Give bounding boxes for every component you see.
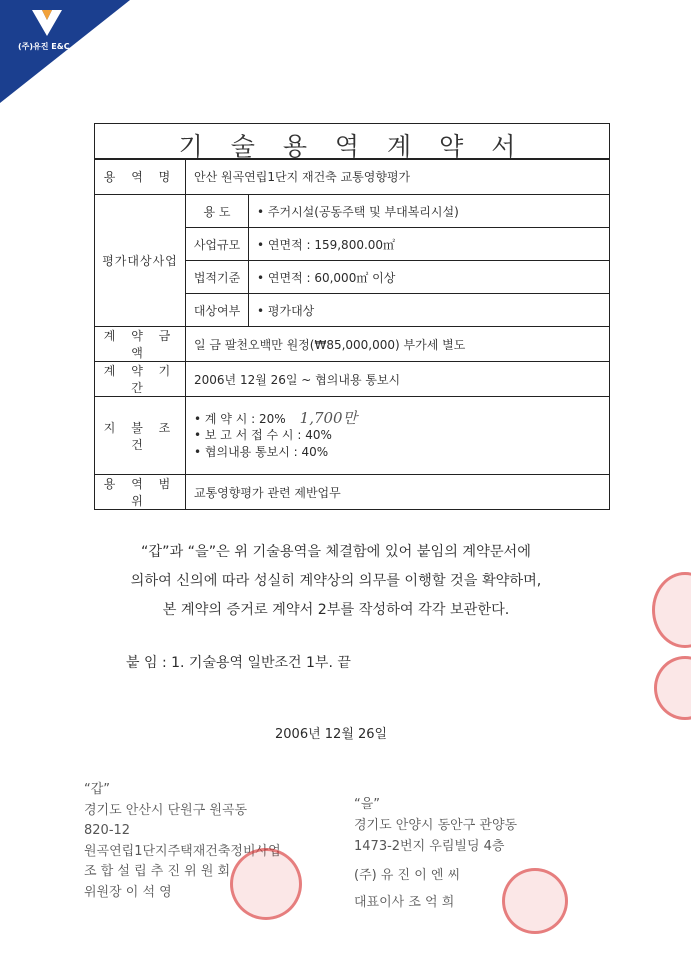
company-logo-icon bbox=[30, 8, 64, 38]
row-period bbox=[95, 362, 610, 397]
payment-line: • 협의내용 통보시 : 40% bbox=[194, 445, 329, 459]
row-amount bbox=[95, 327, 610, 362]
party-b-line: 대표이사 조 억 희 bbox=[354, 895, 455, 910]
party-b-line: (주) 유 진 이 엔 씨 bbox=[354, 868, 461, 883]
row-target-use bbox=[95, 195, 610, 228]
target-status-value: • 평가대상 bbox=[249, 294, 610, 327]
party-a-tag: “갑” bbox=[84, 782, 111, 797]
payment-line: • 보 고 서 접 수 시 : 40% bbox=[194, 428, 332, 442]
payment-value bbox=[186, 397, 610, 475]
target-legal-value: • 연면적 : 60,000㎡ 이상 bbox=[249, 261, 610, 294]
party-a-line: 원곡연립1단지주택재건축정비사업 bbox=[84, 843, 281, 859]
seal-stamp-party-b bbox=[502, 868, 568, 934]
row-service-name bbox=[95, 159, 610, 195]
party-a-line: 위원장 이 석 영 bbox=[84, 884, 172, 900]
party-b-tag: “을” bbox=[354, 797, 381, 812]
paragraph-line: “갑”과 “을”은 위 기술용역을 체결함에 있어 붙임의 계약문서에 bbox=[141, 544, 531, 560]
contract-table bbox=[94, 158, 610, 510]
party-a-line: 경기도 안산시 단원구 원곡동 bbox=[84, 802, 248, 818]
party-a-line: 조 합 설 립 추 진 위 원 회 bbox=[84, 864, 231, 879]
period-label: 계 약 기 간 bbox=[95, 362, 186, 397]
payment-label: 지 불 조 건 bbox=[95, 397, 186, 475]
period-value: 2006년 12월 26일 ~ 협의내용 통보시 bbox=[186, 362, 610, 397]
scope-label: 용 역 범 위 bbox=[95, 475, 186, 510]
target-scale-value: • 연면적 : 159,800.00㎡ bbox=[249, 228, 610, 261]
party-b-block bbox=[354, 794, 517, 913]
row-scope bbox=[95, 475, 610, 510]
attachment-note: 붙 임 : 1. 기술용역 일반조건 1부. 끝 bbox=[126, 655, 351, 671]
target-status-label: 대상여부 bbox=[186, 294, 249, 327]
target-legal-label: 법적기준 bbox=[186, 261, 249, 294]
target-use-label: 용 도 bbox=[186, 195, 249, 228]
seal-stamp-party-a bbox=[230, 848, 302, 920]
seal-stamp-edge-2 bbox=[654, 656, 691, 720]
amount-label: 계 약 금 액 bbox=[95, 327, 186, 362]
seal-stamp-edge-1 bbox=[652, 572, 691, 648]
payment-line-text: • 계 약 시 : 20% bbox=[194, 412, 286, 426]
paragraph-line: 본 계약의 증거로 계약서 2부를 작성하여 각각 보관한다. bbox=[162, 602, 510, 618]
paragraph-line: 의하여 신의에 따라 성실히 계약상의 의무를 이행할 것을 확약하며, bbox=[130, 573, 542, 589]
party-b-line: 1473-2번지 우림빌딩 4층 bbox=[354, 839, 505, 854]
company-logo-text: (주)유진 E&C bbox=[18, 42, 70, 51]
amount-value: 일 금 팔천오백만 원정(₩85,000,000) 부가세 별도 bbox=[186, 327, 610, 362]
payment-line bbox=[194, 410, 601, 427]
handwritten-note: 1,700만 bbox=[299, 409, 358, 427]
target-label: 평가대상사업 bbox=[95, 195, 186, 327]
title-box bbox=[94, 123, 610, 160]
service-name-label: 용 역 명 bbox=[95, 159, 186, 195]
agreement-paragraph bbox=[96, 538, 576, 625]
document-title: 기 술 용 역 계 약 서 bbox=[178, 132, 526, 161]
corner-logo-banner bbox=[0, 0, 150, 110]
scope-value: 교통영향평가 관련 제반업무 bbox=[186, 475, 610, 510]
contract-date: 2006년 12월 26일 bbox=[275, 727, 388, 742]
row-payment bbox=[95, 397, 610, 475]
party-a-line: 820-12 bbox=[84, 823, 131, 838]
party-b-line: 경기도 안양시 동안구 관양동 bbox=[354, 818, 518, 833]
service-name-value: 안산 원곡연립1단지 재건축 교통영향평가 bbox=[186, 159, 610, 195]
target-scale-label: 사업규모 bbox=[186, 228, 249, 261]
target-use-value: • 주거시설(공동주택 및 부대복리시설) bbox=[249, 195, 610, 228]
